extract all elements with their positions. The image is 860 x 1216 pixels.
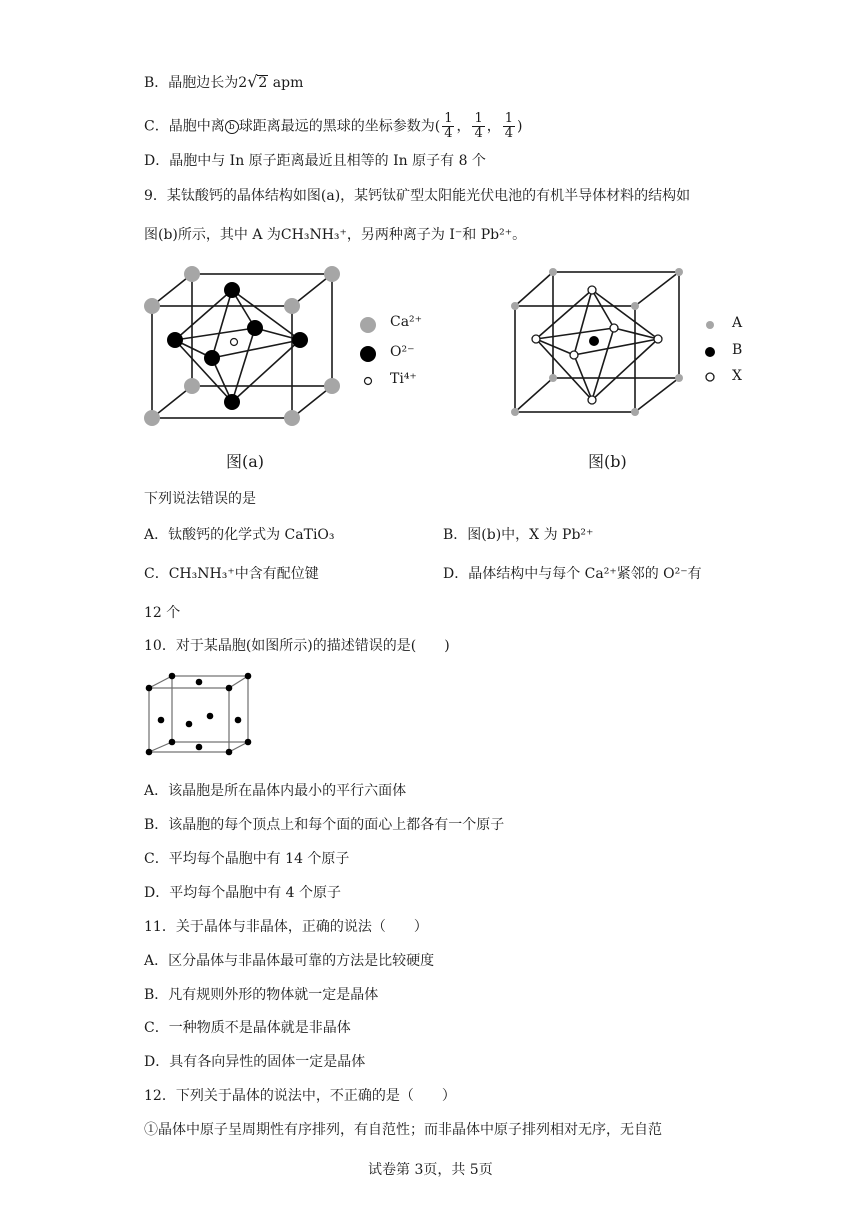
q12-stem: 12．下列关于晶体的说法中，不正确的是（ ） [144,1088,456,1104]
legend-a-ti: Ti⁴⁺ [390,371,417,387]
q11-option-a: A．区分晶体与非晶体最可靠的方法是比较硬度 [144,953,435,969]
legend-b-b: B [732,342,743,358]
q8-option-c: C．晶胞中离 b 球距离最远的黑球的坐标参数为( $\frac{1}{4}$ ， $\frac{1}{4}$ ， $\frac{1}{4}$ ) [144,111,523,141]
q9-stem-line2: 图(b)所示，其中 A 为CH₃NH₃⁺，另两种离子为 I⁻和 Pb²⁺。 [144,227,527,243]
figure-q10-face-centered-cell [142,670,256,762]
q10-option-b: B．该晶胞的每个顶点上和每个面的面心上都各有一个原子 [144,817,505,833]
q11-option-d: D．具有各向异性的固体一定是晶体 [144,1054,366,1070]
figure-a-caption: 图(a) [226,452,265,471]
circled-b-symbol: b [225,120,239,134]
q11-stem: 11．关于晶体与非晶体，正确的说法（ ） [144,919,428,935]
q9-option-a: A．钛酸钙的化学式为 CaTiO₃ [144,527,335,543]
q10-stem: 10．对于某晶胞(如图所示)的描述错误的是( ) [144,638,450,654]
q11-option-c: C．一种物质不是晶体就是非晶体 [144,1020,351,1036]
q9-option-d: D．晶体结构中与每个 Ca²⁺紧邻的 O²⁻有 [443,566,702,582]
fraction-one-quarter: $\frac{1}{4}$ [504,111,514,141]
q8-option-d: D．晶胞中与 In 原子距离最近且相等的 In 原子有 8 个 [144,153,486,169]
q10-option-d: D．平均每个晶胞中有 4 个原子 [144,885,342,901]
q10-option-c: C．平均每个晶胞中有 14 个原子 [144,851,350,867]
q9-question: 下列说法错误的是 [144,491,256,507]
figure-a-legend-markers [356,314,380,394]
q8-option-b: B．晶胞边长为2√2 apm [144,72,304,91]
q12-item-1: ①晶体中原子呈周期性有序排列，有自范性；而非晶体中原子排列相对无序，无自范 [144,1122,662,1138]
legend-a-o: O²⁻ [390,344,415,360]
q9-stem-line1: 9．某钛酸钙的晶体结构如图(a)，某钙钛矿型太阳能光伏电池的有机半导体材料的结构如 [144,188,691,204]
q9-option-b: B．图(b)中，X 为 Pb²⁺ [443,527,594,543]
q9-option-c: C．CH₃NH₃⁺中含有配位键 [144,566,319,582]
legend-b-a: A [732,315,743,331]
figure-b-legend-markers [700,316,720,386]
page-footer: 试卷第 3页，共 5页 [368,1162,493,1178]
legend-a-ca: Ca²⁺ [390,314,423,330]
figure-b-cubic-cell [508,266,698,426]
legend-b-x: X [732,368,742,384]
q11-option-b: B．凡有规则外形的物体就一定是晶体 [144,987,379,1003]
fraction-one-quarter: $\frac{1}{4}$ [474,111,483,141]
q9-option-d-continued: 12 个 [144,605,181,621]
fraction-one-quarter: $\frac{1}{4}$ [444,111,453,141]
figure-b-caption: 图(b) [588,452,627,471]
q10-option-a: A．该晶胞是所在晶体内最小的平行六面体 [144,783,407,799]
